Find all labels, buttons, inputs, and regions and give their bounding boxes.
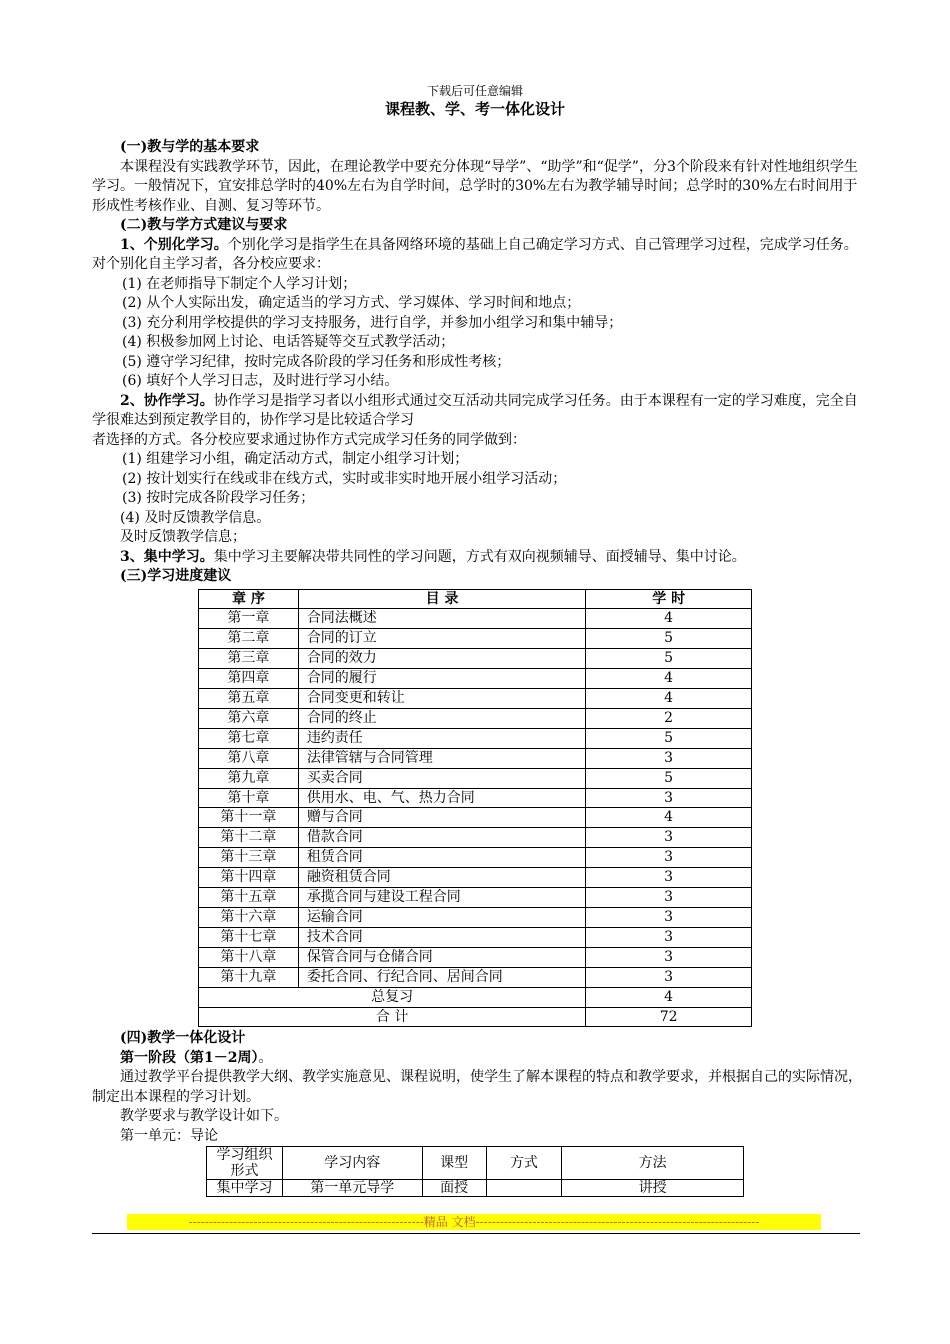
table-row — [199, 888, 752, 908]
review-hours: 4 — [586, 987, 752, 1007]
table-row — [199, 728, 752, 748]
table-row — [199, 967, 752, 987]
cell-chapter: 第十六章 — [199, 908, 299, 928]
cell-chapter: 第十八章 — [199, 947, 299, 967]
list-item: (3) 充分利用学校提供的学习支持服务，进行自学，并参加小组学习和集中辅导； — [122, 314, 623, 331]
cell-chapter: 第十七章 — [199, 927, 299, 947]
cell-organization: 集中学习 — [207, 1180, 283, 1197]
cell-contents: 合同法概述 — [298, 609, 585, 629]
cell-contents: 运输合同 — [298, 908, 585, 928]
cell-hours: 5 — [586, 768, 752, 788]
column-header-organization — [207, 1147, 283, 1180]
cell-chapter: 第四章 — [199, 669, 299, 689]
review-label: 总复习 — [199, 987, 586, 1007]
list-item: (6) 填好个人学习日志，及时进行学习小结。 — [122, 373, 399, 389]
list-item: (3) 按时完成各阶段学习任务； — [122, 490, 315, 506]
table-header-row — [199, 589, 752, 609]
cell-chapter: 第三章 — [199, 649, 299, 669]
cell-hours: 4 — [586, 669, 752, 689]
cell-hours: 4 — [586, 689, 752, 709]
centralized-learning-text: 集中学习主要解决带共同性的学习问题，方式有双向视频辅导、面授辅导、集中讨论。 — [213, 548, 746, 565]
table-row — [199, 748, 752, 768]
cell-hours: 3 — [586, 848, 752, 868]
table-row — [199, 708, 752, 728]
collaborative-learning-lead: 2、协作学习。 — [120, 392, 214, 409]
section-1-paragraph: 本课程没有实践教学环节，因此，在理论教学中要充分体现“导学”、“助学”和“促学”，分3个阶段来有针对性地组织学生学习。一般情况下，宜安排总学时的40%左右为自学时间，总学时的30%左右为教学辅导时间；总学时的30%左右时间用于形成性考核作业、自测、复习等环节。 — [92, 158, 858, 214]
cell-contents: 合同的履行 — [298, 669, 585, 689]
cell-hours: 4 — [586, 609, 752, 629]
cell-hours: 3 — [586, 947, 752, 967]
table-row — [199, 669, 752, 689]
table-row — [199, 768, 752, 788]
footer-banner: ----------------------------------------------------------精品 文档---------------------------------------------------------------------- — [127, 1214, 821, 1230]
cell-contents: 合同的终止 — [298, 708, 585, 728]
cell-content: 第一单元导学 — [282, 1180, 422, 1197]
list-item: (1) 组建学习小组，确定活动方式，制定小组学习计划； — [122, 451, 469, 467]
section-4-heading: (四)教学一体化设计 — [120, 1030, 246, 1047]
cell-hours: 3 — [586, 788, 752, 808]
cell-hours: 5 — [586, 649, 752, 669]
cell-contents: 法律管辖与合同管理 — [298, 748, 585, 768]
list-item: 及时反馈教学信息； — [120, 529, 246, 545]
design-intro-line: 教学要求与教学设计如下。 — [120, 1108, 288, 1125]
unit-design-table — [206, 1146, 744, 1197]
cell-hours: 3 — [586, 868, 752, 888]
cell-contents: 保管合同与仓储合同 — [298, 947, 585, 967]
cell-chapter: 第十章 — [199, 788, 299, 808]
list-item: (5) 遵守学习纪律，按时完成各阶段的学习任务和形成性考核； — [122, 353, 511, 370]
table-row — [199, 689, 752, 709]
list-item: (4) 积极参加网上讨论、电话答疑等交互式教学活动； — [122, 334, 455, 350]
cell-hours: 4 — [586, 808, 752, 828]
document-body — [92, 138, 864, 1197]
section-3-heading: (三)学习进度建议 — [120, 568, 232, 584]
schedule-table-body — [199, 609, 752, 987]
table-row — [199, 649, 752, 669]
total-label: 合 计 — [199, 1007, 586, 1027]
header-note: 下载后可任意编辑 — [426, 84, 523, 98]
cell-chapter: 第七章 — [199, 728, 299, 748]
cell-method: 讲授 — [562, 1180, 744, 1197]
table-row — [199, 828, 752, 848]
cell-hours: 3 — [586, 927, 752, 947]
cell-contents: 违约责任 — [298, 728, 585, 748]
column-header-type: 课型 — [422, 1147, 486, 1180]
cell-chapter: 第十九章 — [199, 967, 299, 987]
total-hours: 72 — [586, 1007, 752, 1027]
list-item: (1) 在老师指导下制定个人学习计划； — [122, 275, 357, 292]
collaborative-learning-continuation: 者选择的方式。各分校应要求通过协作方式完成学习任务的同学做到： — [92, 431, 526, 448]
section-2-heading: (二)教与学方式建议与要求 — [120, 217, 288, 233]
total-row — [199, 1007, 752, 1027]
stage-heading-line — [92, 1049, 864, 1069]
cell-chapter: 第十四章 — [199, 868, 299, 888]
centralized-learning-paragraph — [92, 548, 864, 568]
section-1-heading: (一)教与学的基本要求 — [120, 139, 260, 155]
column-header-hours: 学 时 — [586, 589, 752, 609]
cell-hours: 2 — [586, 708, 752, 728]
unit-title: 第一单元：导论 — [120, 1127, 218, 1144]
collaborative-learning-text: 协作学习是指学习者以小组形式通过交互活动共同完成学习任务。由于本课程有一定的学习难度，完全自学很难达到预定教学目的，协作学习是比较适合学习 — [92, 392, 858, 428]
column-header-method: 方法 — [562, 1147, 744, 1180]
cell-chapter: 第六章 — [199, 708, 299, 728]
cell-hours: 3 — [586, 908, 752, 928]
table-row — [207, 1180, 744, 1197]
cell-chapter: 第十二章 — [199, 828, 299, 848]
cell-mode — [486, 1180, 562, 1197]
cell-hours: 3 — [586, 967, 752, 987]
list-item: (2) 按计划实行在线或非在线方式，实时或非实时地开展小组学习活动； — [122, 470, 567, 487]
cell-contents: 租赁合同 — [298, 848, 585, 868]
cell-chapter: 第八章 — [199, 748, 299, 768]
cell-hours: 3 — [586, 888, 752, 908]
footer-divider — [92, 1233, 860, 1234]
table-row — [199, 808, 752, 828]
stage-heading-suffix: 。 — [258, 1049, 273, 1066]
cell-contents: 合同的订立 — [298, 629, 585, 649]
collaborative-learning-paragraph — [92, 392, 864, 431]
cell-chapter: 第二章 — [199, 629, 299, 649]
table-row — [199, 908, 752, 928]
cell-type: 面授 — [422, 1180, 486, 1197]
stage-heading: 第一阶段（第1－2周） — [120, 1049, 259, 1066]
document-title: 课程教、学、考一体化设计 — [384, 100, 565, 118]
review-row — [199, 987, 752, 1007]
cell-contents: 赠与合同 — [298, 808, 585, 828]
cell-contents: 委托合同、行纪合同、居间合同 — [298, 967, 585, 987]
column-header-content: 学习内容 — [282, 1147, 422, 1180]
table-row — [199, 947, 752, 967]
table-row — [199, 609, 752, 629]
cell-chapter: 第十五章 — [199, 888, 299, 908]
centralized-learning-lead: 3、集中学习。 — [120, 548, 214, 565]
column-header-mode: 方式 — [486, 1147, 562, 1180]
column-header-contents: 目 录 — [298, 589, 585, 609]
cell-contents: 技术合同 — [298, 927, 585, 947]
schedule-table — [198, 589, 752, 1028]
column-header-organization-text: 学习组织形式 — [216, 1147, 273, 1180]
table-row — [199, 868, 752, 888]
list-item: (2) 从个人实际出发，确定适当的学习方式、学习媒体、学习时间和地点； — [122, 295, 581, 311]
cell-contents: 借款合同 — [298, 828, 585, 848]
cell-contents: 供用水、电、气、热力合同 — [298, 788, 585, 808]
cell-hours: 5 — [586, 728, 752, 748]
table-row — [199, 848, 752, 868]
cell-chapter: 第九章 — [199, 768, 299, 788]
cell-contents: 融资租赁合同 — [298, 868, 585, 888]
cell-hours: 3 — [586, 748, 752, 768]
individual-learning-paragraph — [92, 236, 864, 275]
cell-hours: 3 — [586, 828, 752, 848]
individual-learning-text: 个别化学习是指学生在具备网络环境的基础上自己确定学习方式、自己管理学习过程，完成学习任务。对个别化自主学习者，各分校应要求： — [92, 236, 858, 272]
list-item: (4) 及时反馈教学信息。 — [120, 509, 271, 526]
table-row — [199, 927, 752, 947]
stage-paragraph: 通过教学平台提供教学大纲、教学实施意见、课程说明，使学生了解本课程的特点和教学要求，并根据自己的实际情况，制定出本课程的学习计划。 — [92, 1069, 862, 1105]
cell-chapter: 第五章 — [199, 689, 299, 709]
table-header-row — [207, 1147, 744, 1180]
cell-chapter: 第十三章 — [199, 848, 299, 868]
cell-contents: 合同变更和转让 — [298, 689, 585, 709]
cell-contents: 买卖合同 — [298, 768, 585, 788]
column-header-chapter: 章 序 — [199, 589, 299, 609]
table-row — [199, 629, 752, 649]
cell-chapter: 第十一章 — [199, 808, 299, 828]
cell-contents: 承揽合同与建设工程合同 — [298, 888, 585, 908]
individual-learning-lead: 1、个别化学习。 — [120, 236, 228, 253]
cell-hours: 5 — [586, 629, 752, 649]
cell-contents: 合同的效力 — [298, 649, 585, 669]
cell-chapter: 第一章 — [199, 609, 299, 629]
table-row — [199, 788, 752, 808]
